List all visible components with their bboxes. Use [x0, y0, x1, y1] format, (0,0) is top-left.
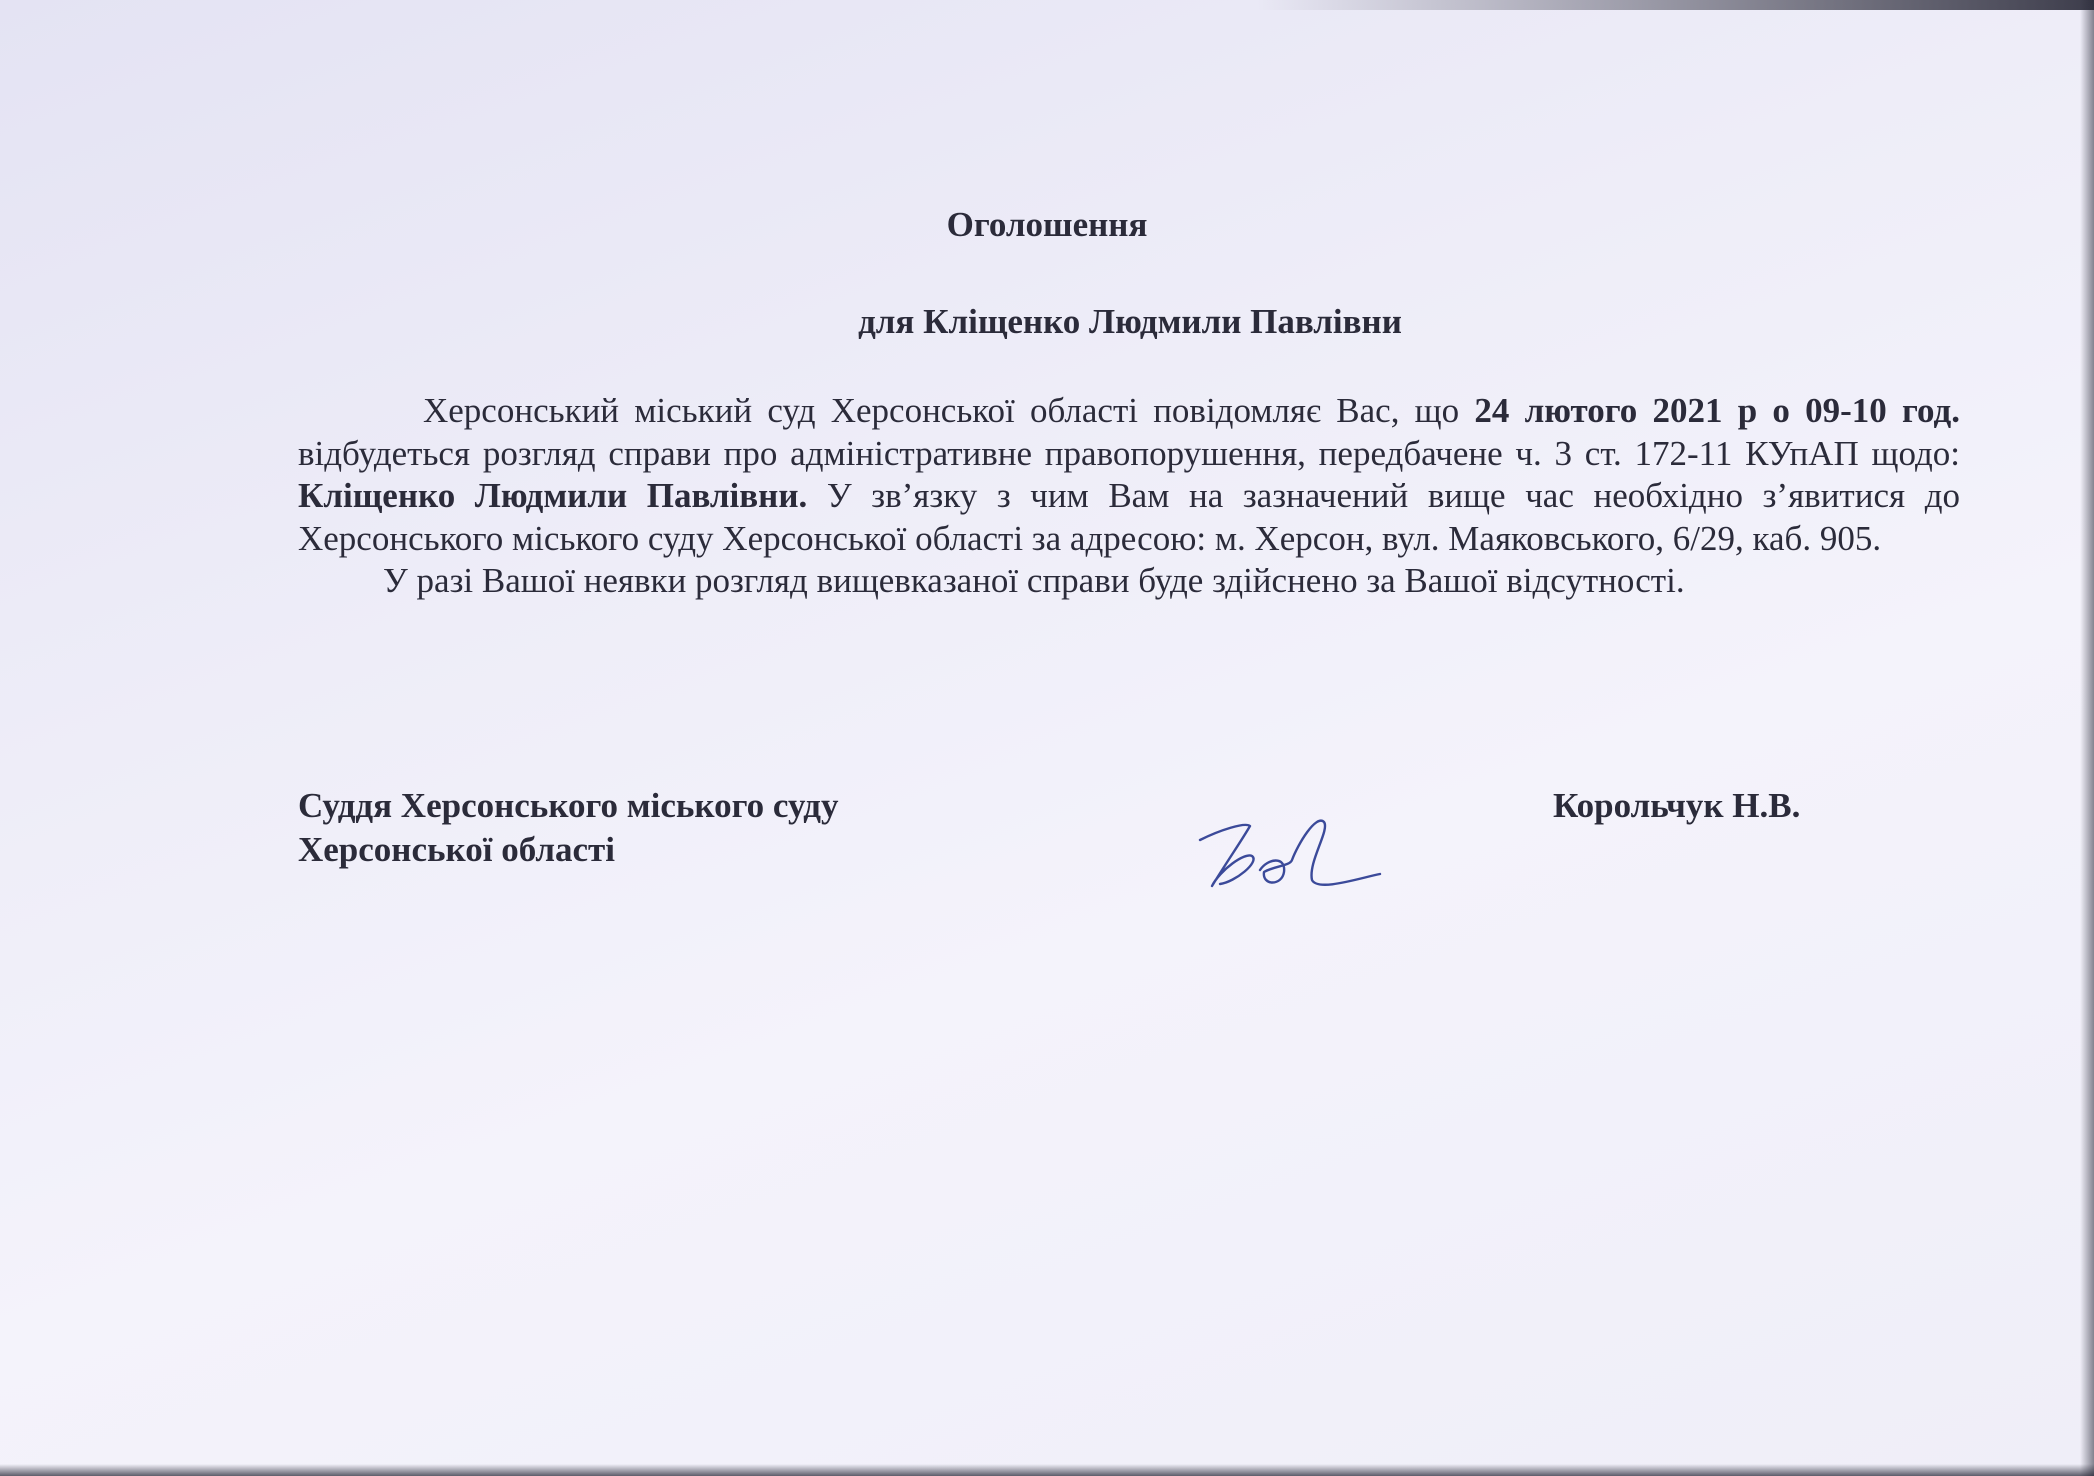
notice-addressee: для Кліщенко Людмили Павлівни: [858, 302, 1402, 341]
paragraph-1-text-c: У зв’язку з чим Вам на зазначений вище час необхідно з’явитися до Херсонського міського суду Херсонської області за адресою: м. Херсон, вул. Маяковського, 6/29, каб. 905.: [298, 476, 1960, 558]
defendant-name: Кліщенко Людмили Павлівни.: [298, 476, 808, 515]
judge-position: [298, 784, 1098, 872]
notice-paragraph-2: У разі Вашої неявки розгляд вищевказаної справи буде здійснено за Вашої відсутності.: [383, 561, 1685, 600]
paragraph-1-text-a: Херсонський міський суд Херсонської області повідомляє Вас, що: [423, 391, 1475, 430]
notice-body: [298, 390, 1960, 603]
judge-name: Корольчук Н.В.: [1553, 786, 1801, 825]
hearing-datetime: 24 лютого 2021 р о 09-10 год.: [1474, 391, 1960, 430]
handwritten-signature: [1190, 800, 1390, 900]
notice-paragraph-1: [298, 390, 1960, 560]
paragraph-1-text-b: відбудеться розгляд справи про адміністративне правопорушення, передбачене ч. 3 ст. 172-11 КУпАП щодо:: [298, 433, 1960, 473]
judge-position-line-1: Суддя Херсонського міського суду: [298, 786, 839, 825]
judge-position-line-2: Херсонської області: [298, 830, 615, 869]
notice-title: Оголошення: [946, 205, 1148, 244]
signature-stroke: [1200, 821, 1380, 886]
photo-bottom-edge: [0, 1464, 2094, 1476]
photo-top-edge: [0, 0, 2094, 10]
